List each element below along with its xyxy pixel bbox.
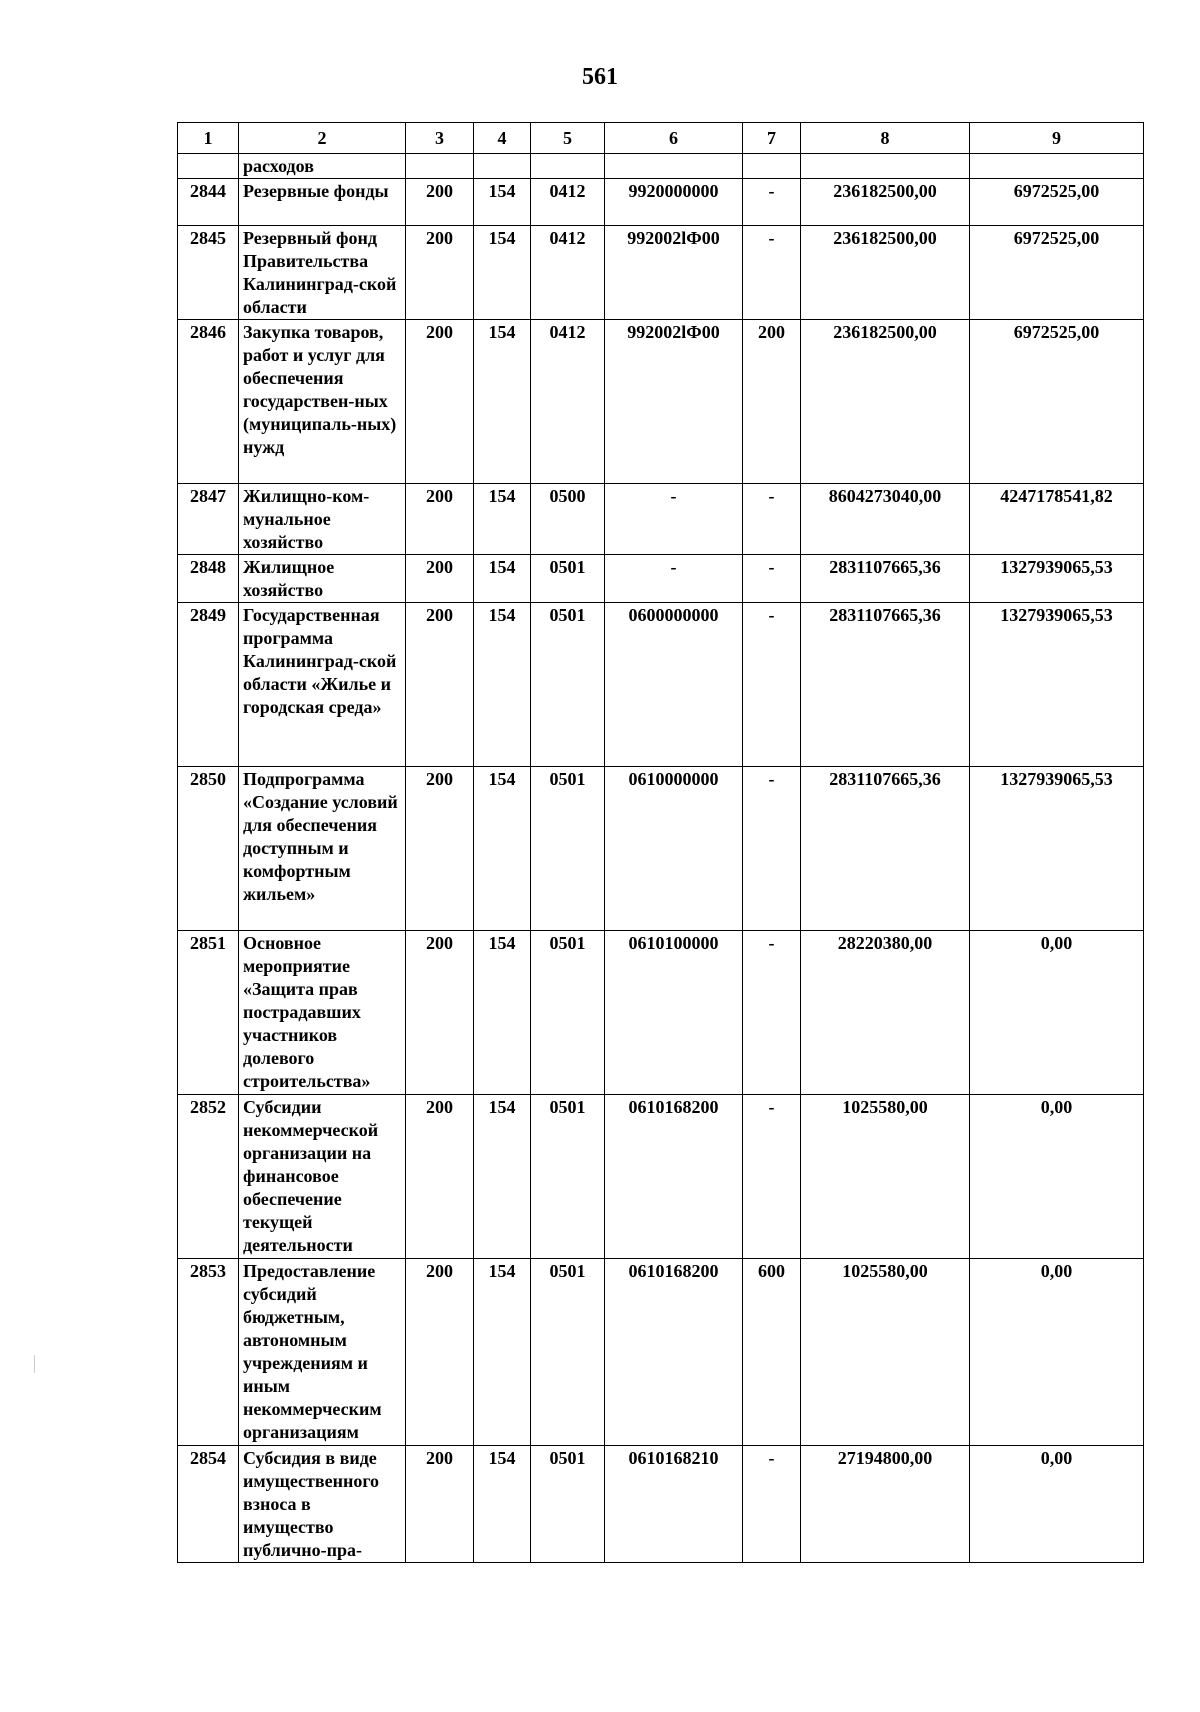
- row-number-cell: 2844: [178, 179, 239, 226]
- target-article-cell: 0600000000: [605, 603, 743, 767]
- column-header: 8: [801, 123, 970, 154]
- section-code-cell: 0501: [531, 603, 605, 767]
- code-cell: 200: [406, 226, 474, 320]
- expense-type-cell: 200: [743, 320, 801, 484]
- section-code-cell: 0412: [531, 179, 605, 226]
- table-row: [178, 154, 1144, 179]
- planned-amount-cell: 8604273040,00: [801, 484, 970, 555]
- executed-amount-cell: 6972525,00: [970, 320, 1144, 484]
- planned-amount-cell: 2831107665,36: [801, 555, 970, 603]
- item-name-cell: Предоставление субсидий бюджетным, автономным учреждениям и иным некоммерческим организациям: [239, 1259, 406, 1446]
- code-cell: 200: [406, 484, 474, 555]
- expense-type-cell: -: [743, 226, 801, 320]
- expense-type-cell: -: [743, 603, 801, 767]
- executed-amount-cell: 6972525,00: [970, 226, 1144, 320]
- item-name-cell: Жилищное хозяйство: [239, 555, 406, 603]
- section-code-cell: 0501: [531, 1259, 605, 1446]
- planned-amount-cell: 2831107665,36: [801, 767, 970, 931]
- item-name-cell: Субсидия в виде имущественного взноса в имущество публично-пра-: [239, 1446, 406, 1563]
- table-row: [178, 179, 1144, 226]
- code-cell: 200: [406, 179, 474, 226]
- planned-amount-cell: 236182500,00: [801, 179, 970, 226]
- section-code-cell: 0501: [531, 1095, 605, 1259]
- code-cell: 154: [474, 931, 531, 1095]
- page-number: 561: [582, 64, 618, 90]
- table-row: [178, 931, 1144, 1095]
- row-number-cell: 2852: [178, 1095, 239, 1259]
- item-name-cell: Основное мероприятие «Защита прав пострадавших участников долевого строительства»: [239, 931, 406, 1095]
- executed-amount-cell: 6972525,00: [970, 179, 1144, 226]
- target-article-cell: -: [605, 555, 743, 603]
- scan-artifact-mark: [34, 1355, 35, 1373]
- target-article-cell: 992002lФ00: [605, 320, 743, 484]
- column-header: 5: [531, 123, 605, 154]
- code-cell: 154: [474, 767, 531, 931]
- executed-amount-cell: 0,00: [970, 1446, 1144, 1563]
- column-header: 1: [178, 123, 239, 154]
- expense-type-cell: -: [743, 931, 801, 1095]
- executed-amount-cell: 0,00: [970, 931, 1144, 1095]
- code-cell: 154: [474, 179, 531, 226]
- code-cell: 154: [474, 1446, 531, 1563]
- code-cell: 154: [474, 226, 531, 320]
- column-header: 6: [605, 123, 743, 154]
- column-header: 7: [743, 123, 801, 154]
- table-row: [178, 555, 1144, 603]
- item-name-cell: Закупка товаров, работ и услуг для обеспечения государствен-ных (муниципаль-ных) нужд: [239, 320, 406, 484]
- item-name-cell: Резервный фонд Правительства Калининград-ской области: [239, 226, 406, 320]
- table-row: [178, 1259, 1144, 1446]
- section-code-cell: 0500: [531, 484, 605, 555]
- target-article-cell: 0610168200: [605, 1259, 743, 1446]
- section-code-cell: 0501: [531, 931, 605, 1095]
- executed-amount-cell: [970, 154, 1144, 179]
- target-article-cell: 0610000000: [605, 767, 743, 931]
- executed-amount-cell: 1327939065,53: [970, 767, 1144, 931]
- budget-table: [177, 122, 1144, 1563]
- item-name-cell: Жилищно-ком-мунальное хозяйство: [239, 484, 406, 555]
- section-code-cell: 0412: [531, 226, 605, 320]
- item-name-cell: Подпрограмма «Создание условий для обеспечения доступным и комфортным жильем»: [239, 767, 406, 931]
- code-cell: 200: [406, 767, 474, 931]
- row-number-cell: 2847: [178, 484, 239, 555]
- code-cell: 154: [474, 320, 531, 484]
- code-cell: [406, 154, 474, 179]
- table-row: [178, 320, 1144, 484]
- code-cell: 154: [474, 484, 531, 555]
- target-article-cell: 0610100000: [605, 931, 743, 1095]
- expense-type-cell: [743, 154, 801, 179]
- planned-amount-cell: 2831107665,36: [801, 603, 970, 767]
- table-row: [178, 226, 1144, 320]
- code-cell: [474, 154, 531, 179]
- row-number-cell: 2845: [178, 226, 239, 320]
- expense-type-cell: -: [743, 1446, 801, 1563]
- planned-amount-cell: 28220380,00: [801, 931, 970, 1095]
- code-cell: 154: [474, 603, 531, 767]
- planned-amount-cell: 236182500,00: [801, 320, 970, 484]
- item-name-cell: Субсидии некоммерческой организации на финансовое обеспечение текущей деятельности: [239, 1095, 406, 1259]
- table-row: [178, 484, 1144, 555]
- code-cell: 154: [474, 555, 531, 603]
- column-header: 4: [474, 123, 531, 154]
- target-article-cell: -: [605, 484, 743, 555]
- planned-amount-cell: 1025580,00: [801, 1259, 970, 1446]
- code-cell: 200: [406, 1095, 474, 1259]
- table-row: [178, 1446, 1144, 1563]
- row-number-cell: 2846: [178, 320, 239, 484]
- section-code-cell: 0501: [531, 555, 605, 603]
- item-name-cell: расходов: [239, 154, 406, 179]
- expense-type-cell: 600: [743, 1259, 801, 1446]
- table-row: [178, 1095, 1144, 1259]
- code-cell: 154: [474, 1259, 531, 1446]
- target-article-cell: 9920000000: [605, 179, 743, 226]
- code-cell: 200: [406, 603, 474, 767]
- column-header: 2: [239, 123, 406, 154]
- table-row: [178, 767, 1144, 931]
- row-number-cell: 2853: [178, 1259, 239, 1446]
- expense-type-cell: -: [743, 484, 801, 555]
- executed-amount-cell: 1327939065,53: [970, 603, 1144, 767]
- target-article-cell: 0610168200: [605, 1095, 743, 1259]
- column-header: 9: [970, 123, 1144, 154]
- row-number-cell: 2849: [178, 603, 239, 767]
- section-code-cell: [531, 154, 605, 179]
- expense-type-cell: -: [743, 767, 801, 931]
- target-article-cell: 0610168210: [605, 1446, 743, 1563]
- code-cell: 200: [406, 1446, 474, 1563]
- expense-type-cell: -: [743, 179, 801, 226]
- item-name-cell: Резервные фонды: [239, 179, 406, 226]
- row-number-cell: 2851: [178, 931, 239, 1095]
- executed-amount-cell: 0,00: [970, 1095, 1144, 1259]
- row-number-cell: 2854: [178, 1446, 239, 1563]
- section-code-cell: 0412: [531, 320, 605, 484]
- target-article-cell: [605, 154, 743, 179]
- table-row: [178, 603, 1144, 767]
- item-name-cell: Государственная программа Калининград-ской области «Жилье и городская среда»: [239, 603, 406, 767]
- row-number-cell: [178, 154, 239, 179]
- expense-type-cell: -: [743, 555, 801, 603]
- code-cell: 154: [474, 1095, 531, 1259]
- code-cell: 200: [406, 931, 474, 1095]
- planned-amount-cell: [801, 154, 970, 179]
- target-article-cell: 992002lФ00: [605, 226, 743, 320]
- section-code-cell: 0501: [531, 1446, 605, 1563]
- planned-amount-cell: 27194800,00: [801, 1446, 970, 1563]
- executed-amount-cell: 4247178541,82: [970, 484, 1144, 555]
- column-header: 3: [406, 123, 474, 154]
- executed-amount-cell: 1327939065,53: [970, 555, 1144, 603]
- code-cell: 200: [406, 320, 474, 484]
- row-number-cell: 2848: [178, 555, 239, 603]
- expense-type-cell: -: [743, 1095, 801, 1259]
- table-header-row: [178, 123, 1144, 154]
- section-code-cell: 0501: [531, 767, 605, 931]
- row-number-cell: 2850: [178, 767, 239, 931]
- code-cell: 200: [406, 1259, 474, 1446]
- planned-amount-cell: 1025580,00: [801, 1095, 970, 1259]
- planned-amount-cell: 236182500,00: [801, 226, 970, 320]
- code-cell: 200: [406, 555, 474, 603]
- executed-amount-cell: 0,00: [970, 1259, 1144, 1446]
